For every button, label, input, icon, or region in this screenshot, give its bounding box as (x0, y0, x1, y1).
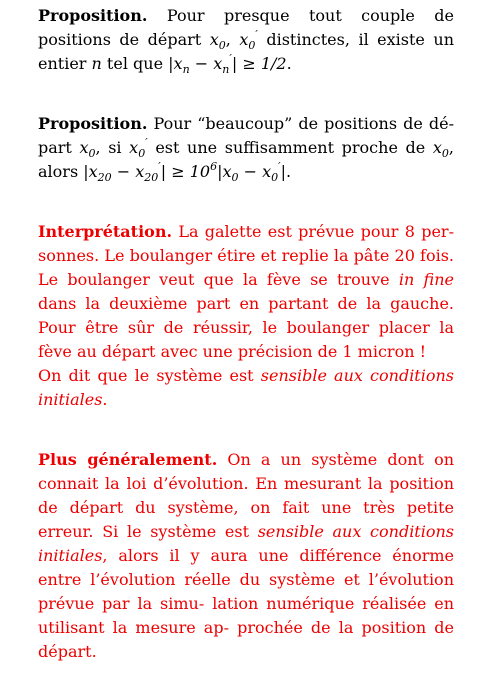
paragraph-heading: Proposition. (38, 114, 148, 133)
text-run: On dit que le système est (38, 366, 261, 385)
text-run: , (225, 30, 240, 49)
math-symbol: | ≥ 10 (160, 162, 211, 181)
text-run: Pour “beaucoup” de positions de dé- part (38, 114, 454, 157)
math-subscript: 0 (441, 147, 449, 160)
math-subscript: 0 (271, 171, 279, 184)
math-symbol: x (79, 138, 89, 157)
paragraph-continuation (38, 364, 454, 412)
text-run: , si (95, 138, 130, 157)
math-symbol: x (432, 138, 442, 157)
math-superscript: ′ (255, 28, 258, 41)
math-expression (168, 54, 190, 76)
paragraph-heading: Proposition. (38, 6, 148, 25)
math-symbol: x (239, 30, 249, 49)
math-symbol: x (209, 30, 219, 49)
text-run: distinctes, il existe un entier (38, 30, 455, 73)
paragraph (38, 112, 454, 184)
paragraph-heading: Plus généralement. (38, 450, 218, 469)
math-expression (217, 162, 239, 184)
math-subscript: 0 (88, 147, 96, 160)
math-expression (79, 138, 96, 160)
math-superscript: ′ (145, 136, 148, 149)
text-run: tel que (101, 54, 169, 73)
text-run: . (102, 390, 108, 409)
math-expression (232, 54, 287, 73)
math-superscript: ′ (158, 160, 161, 173)
math-symbol: n (91, 54, 102, 73)
math-subscript: 0 (231, 171, 239, 184)
math-subscript: n (182, 63, 190, 76)
math-subscript: 0 (218, 39, 226, 52)
math-superscript: ′ (278, 160, 281, 173)
math-subscript: 20 (97, 171, 112, 184)
math-symbol: | (280, 162, 287, 181)
math-expression (83, 162, 112, 184)
math-expression (92, 54, 102, 73)
math-expression (161, 162, 217, 181)
math-subscript: 0 (138, 147, 146, 160)
text-run: . (286, 162, 292, 181)
math-symbol: |x (217, 162, 232, 181)
text-run: est une suffisamment proche de (147, 138, 433, 157)
math-symbol: | ≥ 1/2 (231, 54, 287, 73)
text-run: dans la deuxième part en partant de la gauche. Pour être sûr de réussir, le boulanger placer la fève au départ avec une précision de 1 micron ! (38, 294, 454, 361)
text-run: On a un système dont on connait la loi d’évolution. En mesurant la position de départ du système, on fait une très petite erreur. Si le système est (38, 450, 455, 541)
math-expression (238, 160, 281, 184)
math-symbol: x (129, 138, 139, 157)
math-symbol: |x (168, 54, 183, 73)
paragraph (38, 4, 454, 76)
math-subscript: 0 (248, 39, 256, 52)
math-symbol: |x (83, 162, 98, 181)
math-expression (239, 28, 258, 52)
math-expression (432, 138, 449, 160)
text-run: Pour presque tout couple de positions de départ (38, 6, 454, 49)
emphasis: sensible aux conditions initiales (38, 522, 455, 565)
document-page (38, 4, 454, 700)
math-superscript: 6 (210, 160, 218, 173)
math-expression (189, 52, 232, 76)
text-run: La galette est prévue pour 8 per- sonnes. Le boulanger étire et replie la pâte 20 fois. Le boulanger veut que la fève se trouve (38, 222, 454, 289)
math-superscript: ′ (229, 52, 232, 65)
paragraph (38, 448, 454, 664)
paragraph-heading: Interprétation. (38, 222, 173, 241)
math-symbol: − x (189, 54, 223, 73)
emphasis: sensible aux conditions initiales (38, 366, 455, 409)
emphasis: in fine (398, 270, 455, 289)
paragraph (38, 220, 454, 412)
text-run: , alors (38, 138, 454, 181)
math-subscript: n (222, 63, 230, 76)
math-expression (209, 30, 226, 52)
math-expression (129, 136, 148, 160)
text-run: . (286, 54, 292, 73)
text-run: , alors il y aura une différence énorme entre l’évolution réelle du système et l’évolution prévue par la simu- lation numérique réalisée en utilisant la mesure ap- prochée de la position de départ. (38, 546, 454, 661)
math-symbol: − x (238, 162, 272, 181)
math-symbol: − x (111, 162, 145, 181)
math-expression (111, 160, 161, 184)
math-subscript: 20 (144, 171, 159, 184)
